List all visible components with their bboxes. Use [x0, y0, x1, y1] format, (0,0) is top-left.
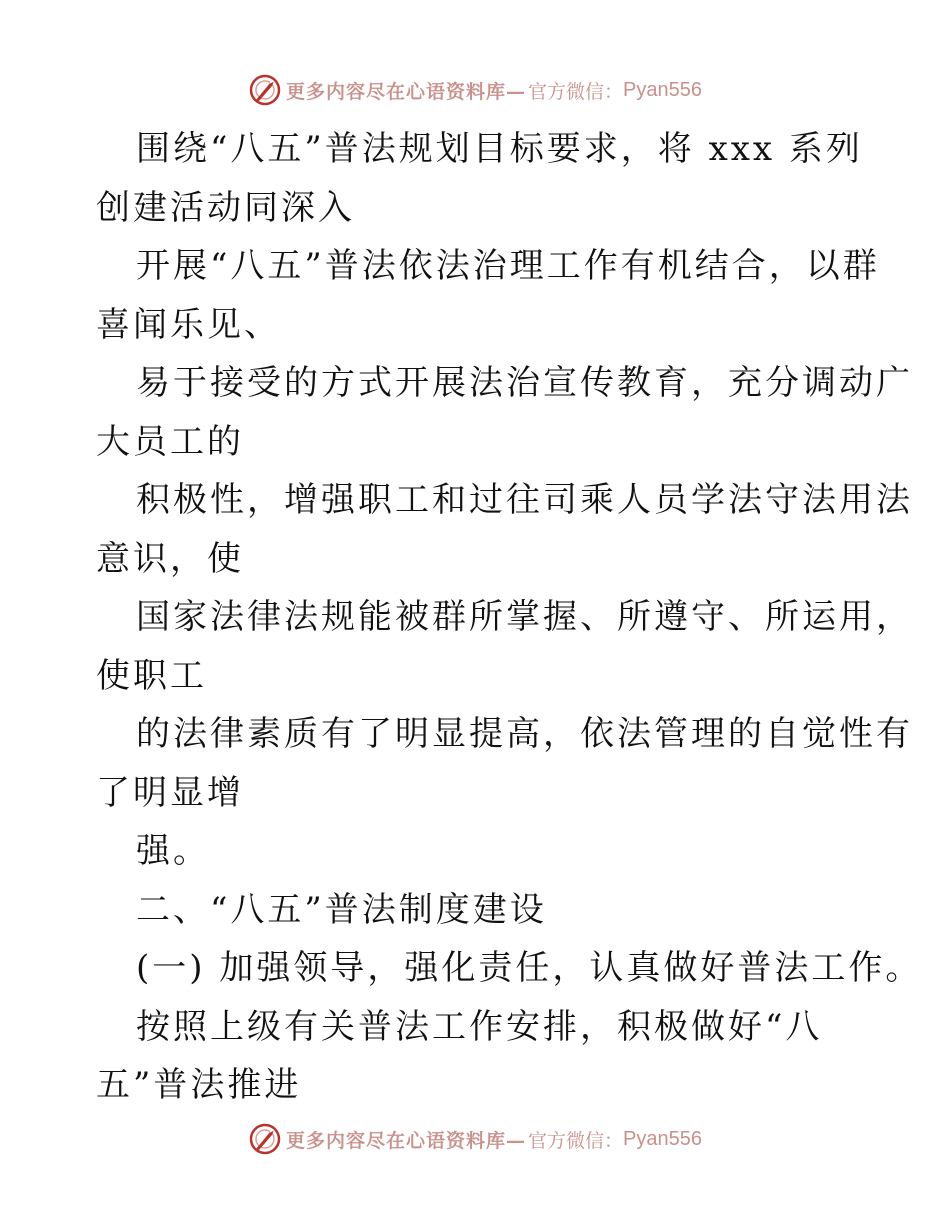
text-line: 易于接受的方式开展法治宣传教育，充分调动广 — [136, 363, 913, 403]
quill-logo-icon — [248, 73, 282, 107]
text-line: 意识，使 — [96, 538, 244, 579]
banner-slogan: 更多内容尽在心语资料库— — [286, 1129, 527, 1152]
text-line: 使职工 — [96, 655, 207, 696]
text-line: 的法律素质有了明显提高，依法管理的自觉性有 — [136, 714, 913, 754]
subsection-heading: (一) 加强领导，强化责任，认真做好普法工作。 — [136, 948, 923, 988]
section-heading: 二、“八五”普法制度建设 — [136, 889, 547, 930]
text-line: 强。 — [136, 831, 210, 871]
quill-logo-icon — [248, 1122, 282, 1156]
text-line: 围绕“八五”普法规划目标要求，将 xxx 系列 — [136, 129, 863, 169]
text-line: 大员工的 — [96, 421, 244, 462]
banner-wechat-label: 官方微信： — [528, 80, 624, 103]
text-line: 喜闻乐见、 — [96, 304, 281, 345]
text-line: 国家法律法规能被群所掌握、所遵守、所运用， — [136, 597, 913, 637]
header-banner — [0, 70, 950, 110]
text-line: 积极性，增强职工和过往司乘人员学法守法用法 — [136, 480, 913, 520]
banner-wechat-id: Pyan556 — [623, 78, 702, 101]
footer-banner — [0, 1119, 950, 1159]
text-line: 按照上级有关普法工作安排，积极做好“八 — [136, 1006, 823, 1047]
banner-wechat-id: Pyan556 — [623, 1127, 702, 1150]
text-line: 开展“八五”普法依法治理工作有机结合，以群 — [136, 246, 880, 286]
banner-slogan: 更多内容尽在心语资料库— — [286, 80, 527, 103]
text-line: 创建活动同深入 — [96, 187, 355, 228]
text-line: 五”普法推进 — [96, 1065, 302, 1105]
banner-wechat-label: 官方微信： — [528, 1129, 624, 1152]
document-body — [96, 120, 923, 1115]
text-line: 了明显增 — [96, 772, 244, 813]
